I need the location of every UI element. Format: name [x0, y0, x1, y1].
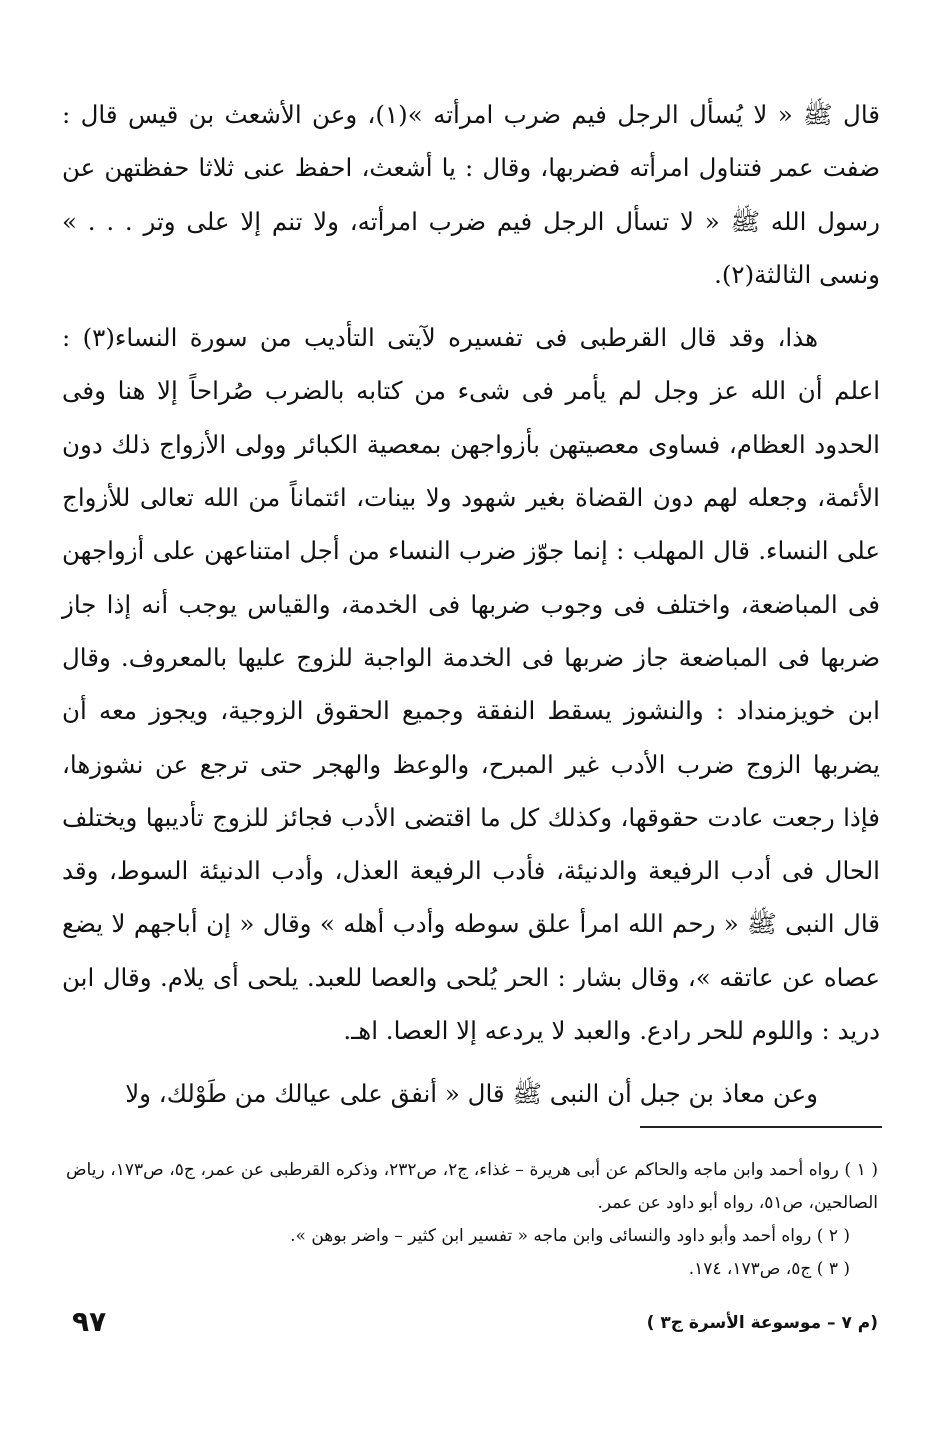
paragraph-2: هذا، وقد قال القرطبى فى تفسيره لآيتى التأديب من سورة النساء(٣) : اعلم أن الله عز وجل لم يأمر فى شىء من كتابه بالضرب صُراحاً إلا هنا وفى الحدود العظام، فساوى معصيتهن بأزواجهن بمعصية الكبائر وولى الأزواج ذلك دون الأئمة، وجعله لهم دون القضاة بغير شهود ولا بينات، ائتماناً من الله تعالى للأزواج على النساء. قال المهلب : إنما جوّز ضرب النساء من أجل امتناعهن على أزواجهن فى المباضعة، واختلف فى وجوب ضربها فى الخدمة، والقياس يوجب أنه إذا جاز ضربها فى المباضعة جاز ضربها فى الخدمة الواجبة للزوج عليها بالمعروف. وقال ابن خويزمنداد : والنشوز يسقط النفقة وجميع الحقوق الزوجية، ويجوز معه أن يضربها الزوج ضرب الأدب غير المبرح، والوعظ والهجر حتى ترجع عن نشوزها، فإذا رجعت عادت حقوقها، وكذلك كل ما اقتضى الأدب فجائز للزوج تأديبها ويختلف الحال فى أدب الرفيعة والدنيئة، فأدب الرفيعة العذل، وأدب الدنيئة السوط، وقد قال النبى ﷺ « رحم الله امرأ علق سوطه وأدب أهله » وقال « إن أباجهم لا يضع عصاه عن عاتقه »، وقال بشار : الحر يُلحى والعصا للعبد. يلحى أى يلام. وقال ابن دريد : واللوم للحر رادع. والعبد لا يردعه إلا العصا. اهـ. [62, 323, 880, 1046]
footnote-3: ( ٣ ) ج٥، ص١٧٣، ١٧٤. [688, 1259, 850, 1279]
footnote-1: ( ١ ) رواه أحمد وابن ماجه والحاكم عن أبى هريرة – غذاء، ج٢، ص٢٣٢، وذكره القرطبى عن عمر، ج٥، ص١٧٣، رياض الصالحين، ص٥١، رواه أبو داود عن عمر. [66, 1160, 878, 1213]
footnote-divider [640, 1126, 882, 1128]
paragraph-3: وعن معاذ بن جبل أن النبى ﷺ قال « أنفق على عيالك من طَوْلك، ولا [125, 1079, 818, 1109]
paragraph-1: قال ﷺ « لا يُسأل الرجل فيم ضرب امرأته »(١)، وعن الأشعث بن قيس قال : ضفت عمر فتناول امرأته فضربها، وقال : يا أشعث، احفظ عنى ثلاثا حفظتهن عن رسول الله ﷺ « لا تسأل الرجل فيم ضرب امرأته، ولا تنم إلا على وتر . . . » ونسى الثالثة(٢). [62, 100, 880, 289]
main-text [62, 88, 880, 1121]
running-footer: (م ٧ – موسوعة الأسرة ج٣ ) [646, 1313, 878, 1333]
footnotes [66, 1154, 878, 1286]
footnote-2: ( ٢ ) رواه أحمد وأبو داود والنسائى وابن ماجه « تفسير ابن كثير – واضر بوهن ». [290, 1226, 850, 1246]
page-number: ٩٧ [72, 1305, 107, 1338]
